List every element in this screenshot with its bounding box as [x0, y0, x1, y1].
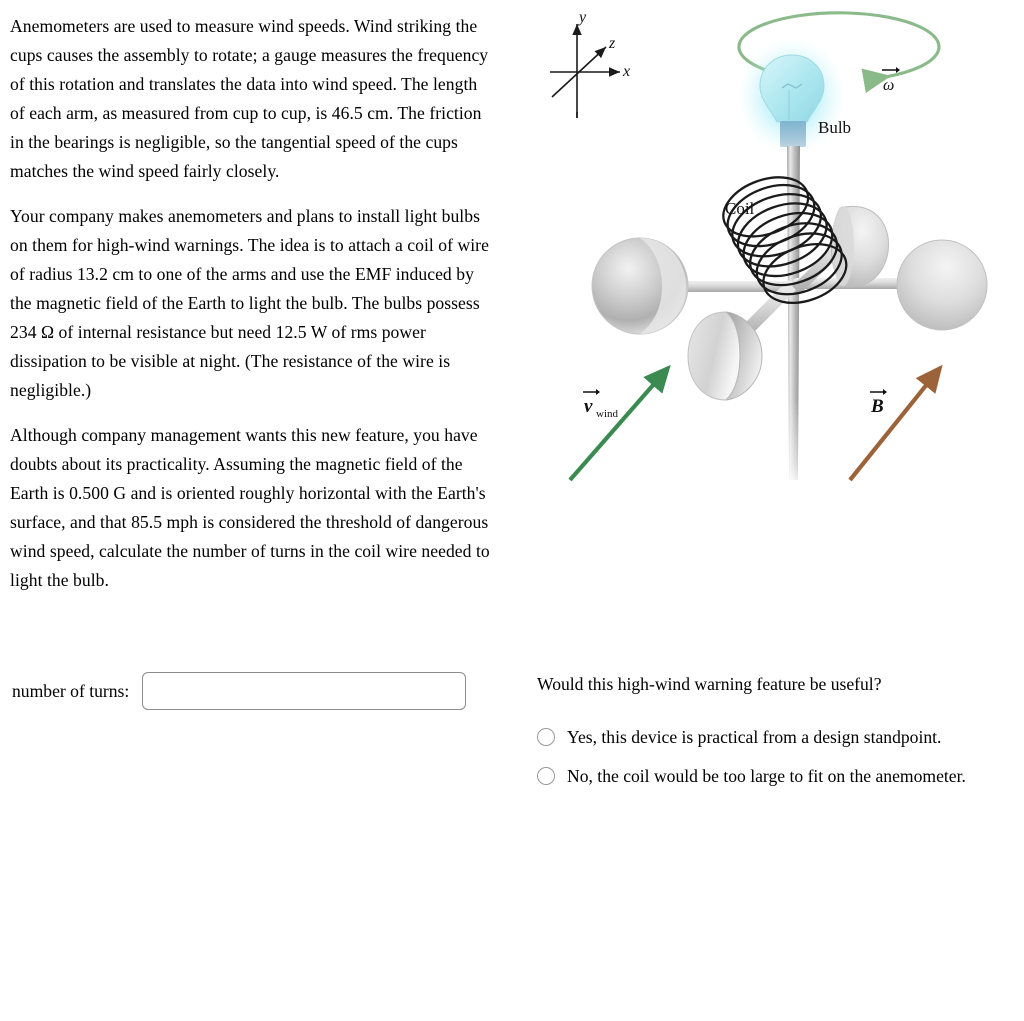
choice-yes-label: Yes, this device is practical from a design standpoint. [567, 727, 942, 747]
center-shaft [782, 146, 806, 492]
choice-yes[interactable] [537, 724, 1017, 751]
usefulness-question-block [537, 672, 1017, 802]
cup-right [897, 240, 987, 330]
radio-button-yes[interactable] [537, 728, 555, 746]
svg-text:v: v [584, 396, 593, 417]
coil-icon [715, 162, 854, 319]
problem-statement [10, 12, 496, 611]
choice-no-label: No, the coil would be too large to fit on the anemometer. [567, 766, 966, 786]
wind-velocity-arrow-icon [570, 368, 668, 480]
problem-paragraph-2: Your company makes anemometers and plans to install light bulbs on them for high-wind warnings. The idea is to attach a coil of wire of radius 13.2 cm to one of the arms and use the EMF induced by the magnetic field of the Earth to light the bulb. The bulbs possess 234 Ω of internal resistance but need 12.5 W of rms power dissipation to be visible at night. (The resistance of the wire is negligible.) [10, 206, 489, 400]
coil-label: Coil [725, 199, 755, 218]
problem-paragraph-3: Although company management wants this new feature, you have doubts about its practicality. Assuming the magnetic field of the Earth is 0.500 G and is oriented roughly horizontal with the Earth's surface, and that 85.5 mph is considered the threshold of dangerous wind speed, calculate the number of turns in the coil wire needed to light the bulb. [10, 425, 490, 590]
axis-label-x: x [623, 63, 631, 80]
bulb-label: Bulb [818, 118, 852, 137]
magnetic-field-label [870, 389, 887, 417]
cup-left [592, 238, 688, 334]
svg-text:B: B [871, 396, 884, 417]
problem-paragraph-1: Anemometers are used to measure wind speeds. Wind striking the cups causes the assembly to rotate; a gauge measures the frequency of this rotation and translates the data into wind speed. The length of each arm, as measured from cup to cup, is 46.5 cm. The friction in the bearings is negligible, so the tangential speed of the cups matches the wind speed fairly closely. [10, 16, 489, 181]
svg-text:ω: ω [883, 77, 895, 94]
number-of-turns-label: number of turns: [12, 681, 130, 701]
coordinate-axes-icon [550, 9, 630, 118]
anemometer-figure [530, 0, 1024, 520]
omega-vector-label [882, 67, 900, 94]
axis-label-y: y [579, 9, 587, 26]
cup-front [688, 312, 762, 400]
radio-button-no[interactable] [537, 767, 555, 785]
wind-velocity-label [583, 389, 619, 420]
question-prompt: Would this high-wind warning feature be useful? [537, 674, 882, 694]
axis-label-z: z [609, 35, 616, 52]
answer-row [12, 672, 512, 710]
svg-text:wind: wind [596, 408, 618, 420]
magnetic-field-arrow-icon [850, 368, 940, 480]
number-of-turns-input[interactable] [142, 672, 466, 710]
choice-no[interactable] [537, 763, 1017, 790]
